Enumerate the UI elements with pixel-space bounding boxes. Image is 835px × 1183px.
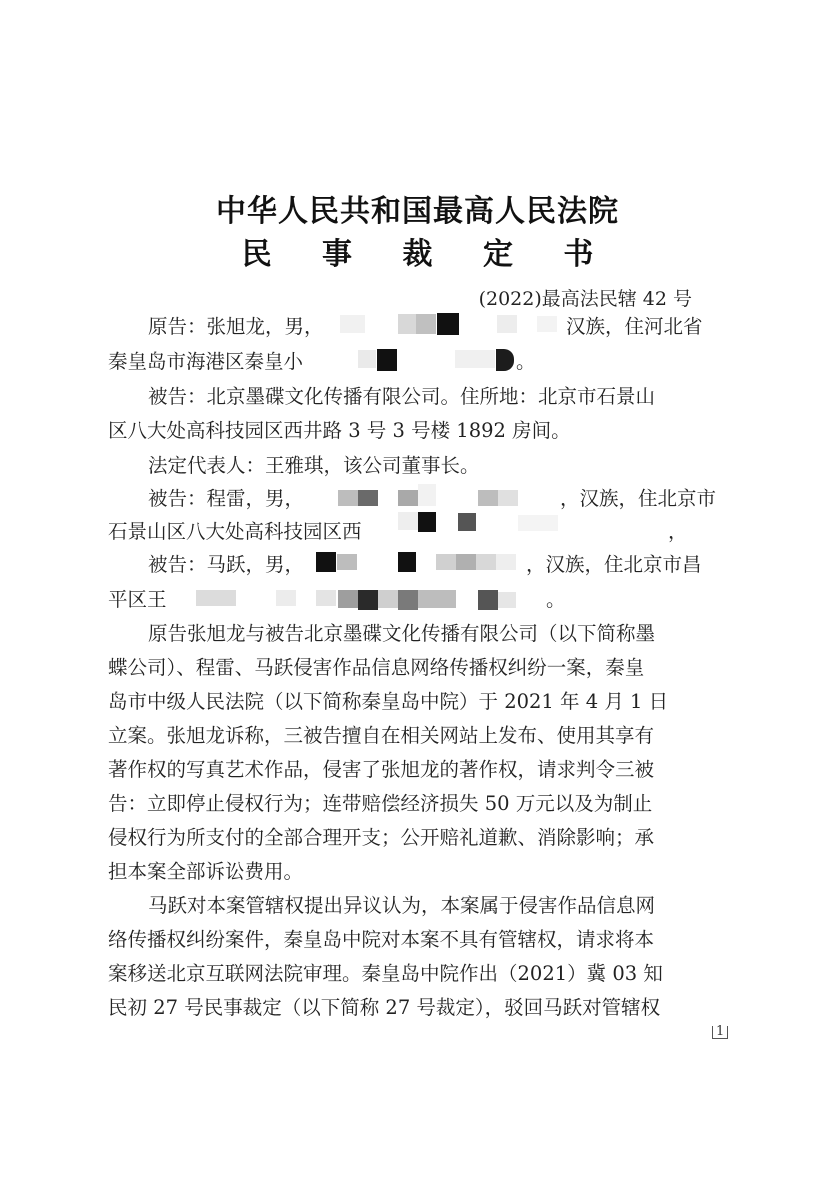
paragraph-line: 法定代表人：王雅琪，该公司董事长。 [148,454,480,477]
court-title: 中华人民共和国最高人民法院 [216,194,619,229]
paragraph-line: 告：立即停止侵权行为；连带赔偿经济损失 50 万元以及为制止 [108,792,653,815]
paragraph-line: 区八大处高科技园区西井路 3 号 3 号楼 1892 房间。 [108,419,571,442]
paragraph-line: 原告张旭龙与被告北京墨碟文化传播有限公司（以下简称墨 [148,622,656,645]
paragraph-line: 立案。张旭龙诉称，三被告擅自在相关网站上发布、使用其享有 [108,724,655,747]
sentence-end: 。 [516,350,536,373]
paragraph-line: 侵权行为所支付的全部合理开支；公开赔礼道歉、消除影响；承 [108,826,655,849]
paragraph-line-tail: ，汉族，住北京市 [560,487,717,510]
sentence-end: 。 [546,588,566,611]
defendant-label: 被告：马跃，男， [148,553,305,576]
document-type-title: 民 事 裁 定 书 [241,237,614,272]
defendant-label: 被告：程雷，男， [148,487,305,510]
paragraph-line: 案移送北京互联网法院审理。秦皇岛中院作出（2021）冀 03 知 [108,962,663,985]
paragraph-line: 著作权的写真艺术作品，侵害了张旭龙的著作权，请求判令三被 [108,758,655,781]
paragraph-line: 络传播权纠纷案件，秦皇岛中院对本案不具有管辖权，请求将本 [108,928,655,951]
paragraph-line: 担本案全部诉讼费用。 [108,860,304,883]
paragraph-line [108,347,726,377]
sentence-end: ， [668,520,688,543]
case-number: (2022)最高法民辖 42 号 [478,288,692,310]
paragraph-line-tail: 汉族，住河北省 [566,315,703,338]
paragraph-line-tail: ，汉族，住北京市昌 [526,553,702,576]
paragraph-line: 岛市中级人民法院（以下简称秦皇岛中院）于 2021 年 4 月 1 日 [108,690,669,713]
paragraph-line: 被告：北京墨碟文化传播有限公司。住所地：北京市石景山 [148,385,656,408]
plaintiff-label: 原告：张旭龙，男， [148,315,324,338]
paragraph-line: 马跃对本案管辖权提出异议认为，本案属于侵害作品信息网 [148,894,656,917]
paragraph-line [108,484,766,514]
address-fragment: 平区王 [108,588,167,611]
paragraph-line: 民初 27 号民事裁定（以下简称 27 号裁定），驳回马跃对管辖权 [108,996,661,1019]
address-fragment: 石景山区八大处高科技园区西 [108,520,362,543]
page-number: 1 [712,1026,728,1039]
address-fragment: 秦皇岛市海港区秦皇小 [108,350,304,373]
paragraph-line: 蝶公司）、程雷、马跃侵害作品信息网络传播权纠纷一案，秦皇 [108,656,645,679]
